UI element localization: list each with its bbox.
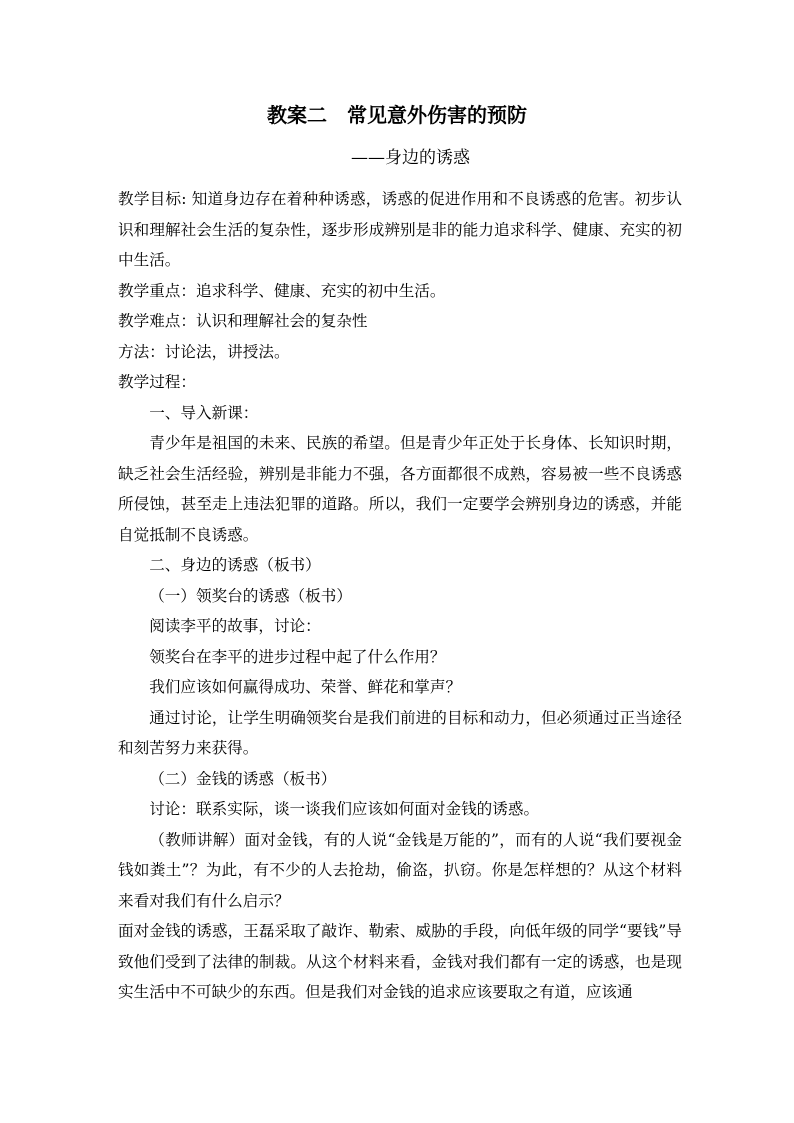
paragraph-subsection-podium: （一）领奖台的诱惑（板书） [149,586,352,605]
paragraph-method: 方法：讨论法，讲授法。 [118,342,290,361]
paragraph-read-story: 阅读李平的故事，讨论： [149,617,321,635]
paragraph-question-1: 领奖台在李平的进步过程中起了什么作用？ [149,647,446,666]
paragraph-key-point: 教学重点：追求科学、健康、充实的初中生活。 [118,281,446,300]
document-body [118,184,682,1008]
document-subtitle: ——身边的诱惑 [351,148,470,168]
paragraph-difficulty: 教学难点：认识和理解社会的复杂性 [118,312,368,330]
paragraph-money-case: 面对金钱的诱惑，王磊采取了敲诈、勒索、威胁的手段，向低年级的同学“要钱”导致他们受到了法律的制裁。从这个材料来看，金钱对我们都有一定的诱惑，也是现实生活中不可缺少的东西。但是我们对金钱的追求应该要取之有道，应该通 [118,922,682,1001]
paragraph-question-2: 我们应该如何赢得成功、荣誉、鲜花和掌声？ [149,678,462,696]
paragraph-subsection-money: （二）金钱的诱惑（板书） [149,769,337,788]
paragraph-intro-text: 青少年是祖国的未来、民族的希望。但是青少年正处于长身体、长知识时期，缺乏社会生活经验，辨别是非能力不强，各方面都很不成熟，容易被一些不良诱惑所侵蚀，甚至走上违法犯罪的道路。所以，我们一定要学会辨别身边的诱惑，并能自觉抵制不良诱惑。 [118,434,682,544]
paragraph-process: 教学过程： [118,373,196,391]
paragraph-money-discussion: 讨论：联系实际，谈一谈我们应该如何面对金钱的诱惑。 [149,800,540,818]
document-title: 教案二 常见意外伤害的预防 [267,103,527,127]
paragraph-discussion-result: 通过讨论，让学生明确领奖台是我们前进的目标和动力，但必须通过正当途径和刻苦努力来获得。 [118,708,682,757]
paragraph-section-temptation: 二、身边的诱惑（板书） [149,556,321,574]
paragraph-teacher-explanation: （教师讲解）面对金钱，有的人说“金钱是万能的”，而有的人说“我们要视金钱如粪土”？为此，有不少的人去抢劫，偷盗，扒窃。你是怎样想的？从这个材料来看对我们有什么启示？ [118,830,682,910]
paragraph-section-intro: 一、导入新课： [149,403,259,422]
paragraph-objectives: 教学目标: 知道身边存在着种种诱惑，诱惑的促进作用和不良诱惑的危害。初步认识和理解社会生活的复杂性，逐步形成辨别是非的能力追求科学、健康、充实的初中生活。 [118,190,682,269]
